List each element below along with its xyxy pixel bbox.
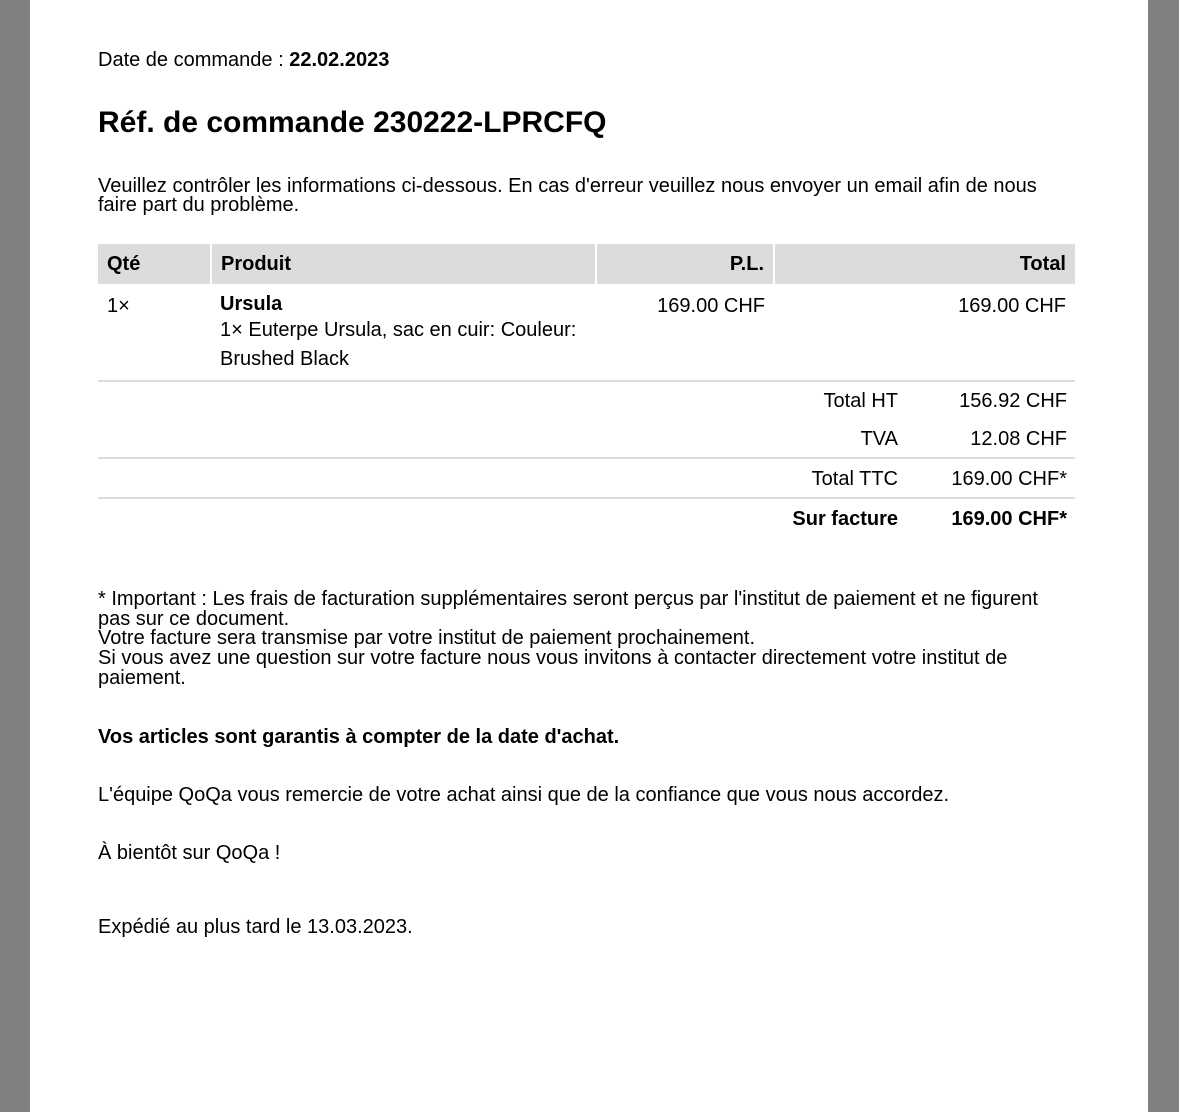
item-qty: 1× [98, 284, 211, 381]
totals-section [98, 381, 1075, 537]
item-total: 169.00 CHF [774, 284, 1075, 381]
table-header-row [98, 244, 1075, 284]
invoice-label: Sur facture [792, 508, 898, 530]
order-date-label: Date de commande : [98, 49, 284, 71]
order-date [98, 49, 389, 71]
item-unit-price: 169.00 CHF [596, 284, 774, 381]
total-row [98, 457, 1075, 497]
invoice-row [98, 497, 1075, 537]
subtotal-label: Total HT [823, 390, 898, 412]
farewell-text: À bientôt sur QoQa ! [98, 842, 281, 864]
intro-text: Veuillez contrôler les informations ci-dessous. En cas d'erreur veuillez nous envoyer un email afin de nous faire part du problème. [98, 175, 1037, 216]
invoice-value: 169.00 CHF* [951, 508, 1067, 530]
note-question: Si vous avez une question sur votre facture nous vous invitons à contacter directement votre institut de paiement. [98, 647, 1008, 689]
note-important: * Important : Les frais de facturation supplémentaires seront perçus par l'institut de paiement et ne figurent pas sur ce document. [98, 588, 1038, 630]
column-header-unit-price: P.L. [596, 244, 774, 284]
thanks-text: L'équipe QoQa vous remercie de votre achat ainsi que de la confiance que vous nous accordez. [98, 784, 950, 806]
table-row [98, 284, 1075, 381]
column-header-total: Total [774, 244, 1075, 284]
subtotal-row [98, 381, 1075, 419]
order-date-value: 22.02.2023 [289, 49, 390, 71]
tax-label: TVA [860, 428, 898, 450]
tax-value: 12.08 CHF [970, 428, 1067, 450]
column-header-qty: Qté [98, 244, 211, 284]
document-page [30, 0, 1148, 1112]
order-reference-title: Réf. de commande 230222-LPRCFQ [98, 106, 607, 139]
important-notes [98, 590, 1075, 689]
item-product [211, 284, 596, 381]
tax-row [98, 419, 1075, 457]
total-value: 169.00 CHF* [951, 468, 1067, 490]
guarantee-text: Vos articles sont garantis à compter de la date d'achat. [98, 726, 620, 748]
order-items-table [98, 244, 1075, 382]
note-transmission: Votre facture sera transmise par votre institut de paiement prochainement. [98, 627, 756, 650]
item-product-description: 1× Euterpe Ursula, sac en cuir: Couleur: Brushed Black [220, 319, 577, 370]
column-header-product: Produit [211, 244, 596, 284]
shipping-text: Expédié au plus tard le 13.03.2023. [98, 916, 413, 938]
subtotal-value: 156.92 CHF [959, 390, 1067, 412]
total-label: Total TTC [811, 468, 898, 490]
item-product-name: Ursula [220, 293, 283, 315]
